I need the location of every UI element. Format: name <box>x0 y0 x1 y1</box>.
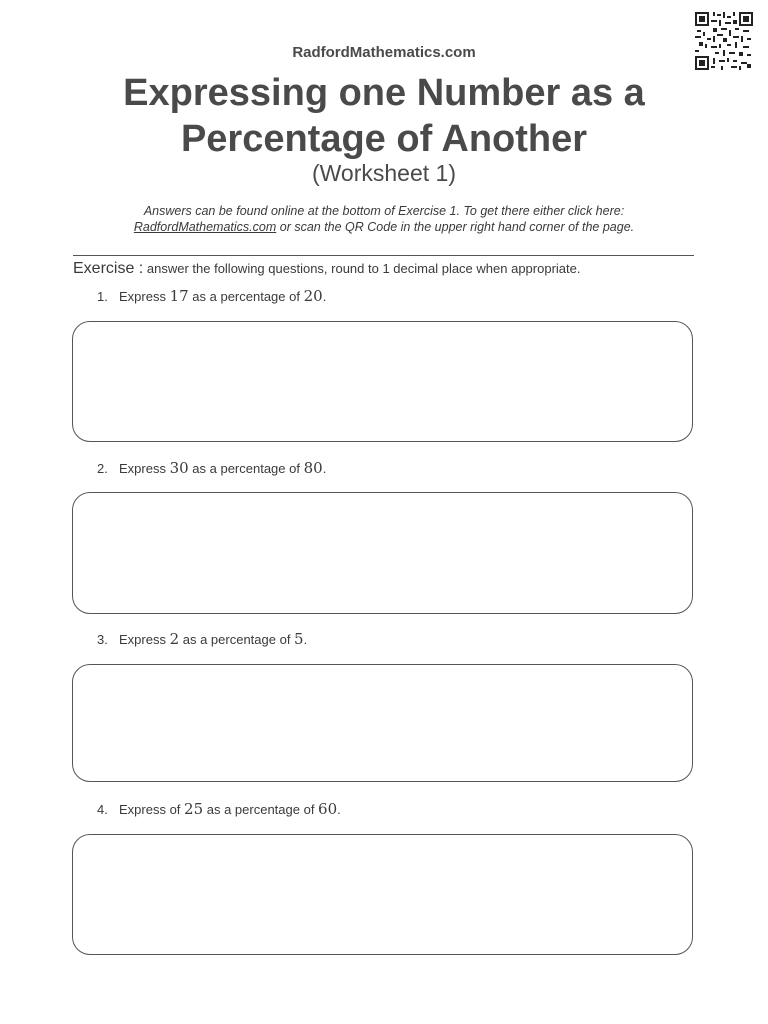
question-number: 1. <box>97 289 108 304</box>
question-prefix: Express of <box>119 802 185 817</box>
answers-link[interactable]: RadfordMathematics.com <box>133 220 277 234</box>
answer-box-1[interactable] <box>72 321 693 442</box>
answers-note <box>84 203 684 235</box>
question-prefix: Express <box>119 289 170 304</box>
answer-box-3[interactable] <box>72 664 693 782</box>
site-name[interactable]: RadfordMathematics.com <box>292 44 476 61</box>
question-value-b: 5 <box>294 630 304 648</box>
question-suffix: . <box>322 289 327 304</box>
answers-note-line-1: Answers can be found online at the bottom of Exercise 1. To get there either click here: <box>143 204 625 218</box>
question-suffix: . <box>303 632 308 647</box>
question-middle: as a percentage of <box>188 289 304 304</box>
exercise-instruction: answer the following questions, round to 1 decimal place when appropriate. <box>146 261 581 276</box>
question-middle: as a percentage of <box>203 802 319 817</box>
qr-code-icon[interactable] <box>694 12 754 70</box>
question-number: 3. <box>97 632 108 647</box>
answer-box-2[interactable] <box>72 492 693 614</box>
question-value-a: 17 <box>169 287 189 305</box>
question-4 <box>97 800 341 818</box>
question-suffix: . <box>322 461 327 476</box>
page-title <box>0 70 768 162</box>
question-value-a: 2 <box>169 630 180 648</box>
question-1 <box>97 287 326 305</box>
question-2 <box>97 459 326 477</box>
title-line-2: Percentage of Another <box>180 118 588 160</box>
exercise-label: Exercise : <box>73 260 144 277</box>
question-number: 4. <box>97 802 108 817</box>
question-prefix: Express <box>119 461 170 476</box>
question-suffix: . <box>337 802 341 817</box>
answers-note-line-2: or scan the QR Code in the upper right hand corner of the page. <box>276 220 635 234</box>
question-value-a: 30 <box>169 459 189 477</box>
exercise-header <box>73 260 580 278</box>
question-middle: as a percentage of <box>188 461 304 476</box>
question-prefix: Express <box>119 632 170 647</box>
question-3 <box>97 630 307 648</box>
question-middle: as a percentage of <box>179 632 295 647</box>
question-value-a: 25 <box>184 800 204 818</box>
worksheet-subtitle: (Worksheet 1) <box>311 160 456 186</box>
question-value-b: 60 <box>318 800 338 818</box>
answer-box-4[interactable] <box>72 834 693 955</box>
question-value-b: 80 <box>303 459 323 477</box>
header-divider <box>73 255 694 256</box>
question-value-b: 20 <box>303 287 323 305</box>
question-number: 2. <box>97 461 108 476</box>
title-line-1: Expressing one Number as a <box>123 72 645 114</box>
